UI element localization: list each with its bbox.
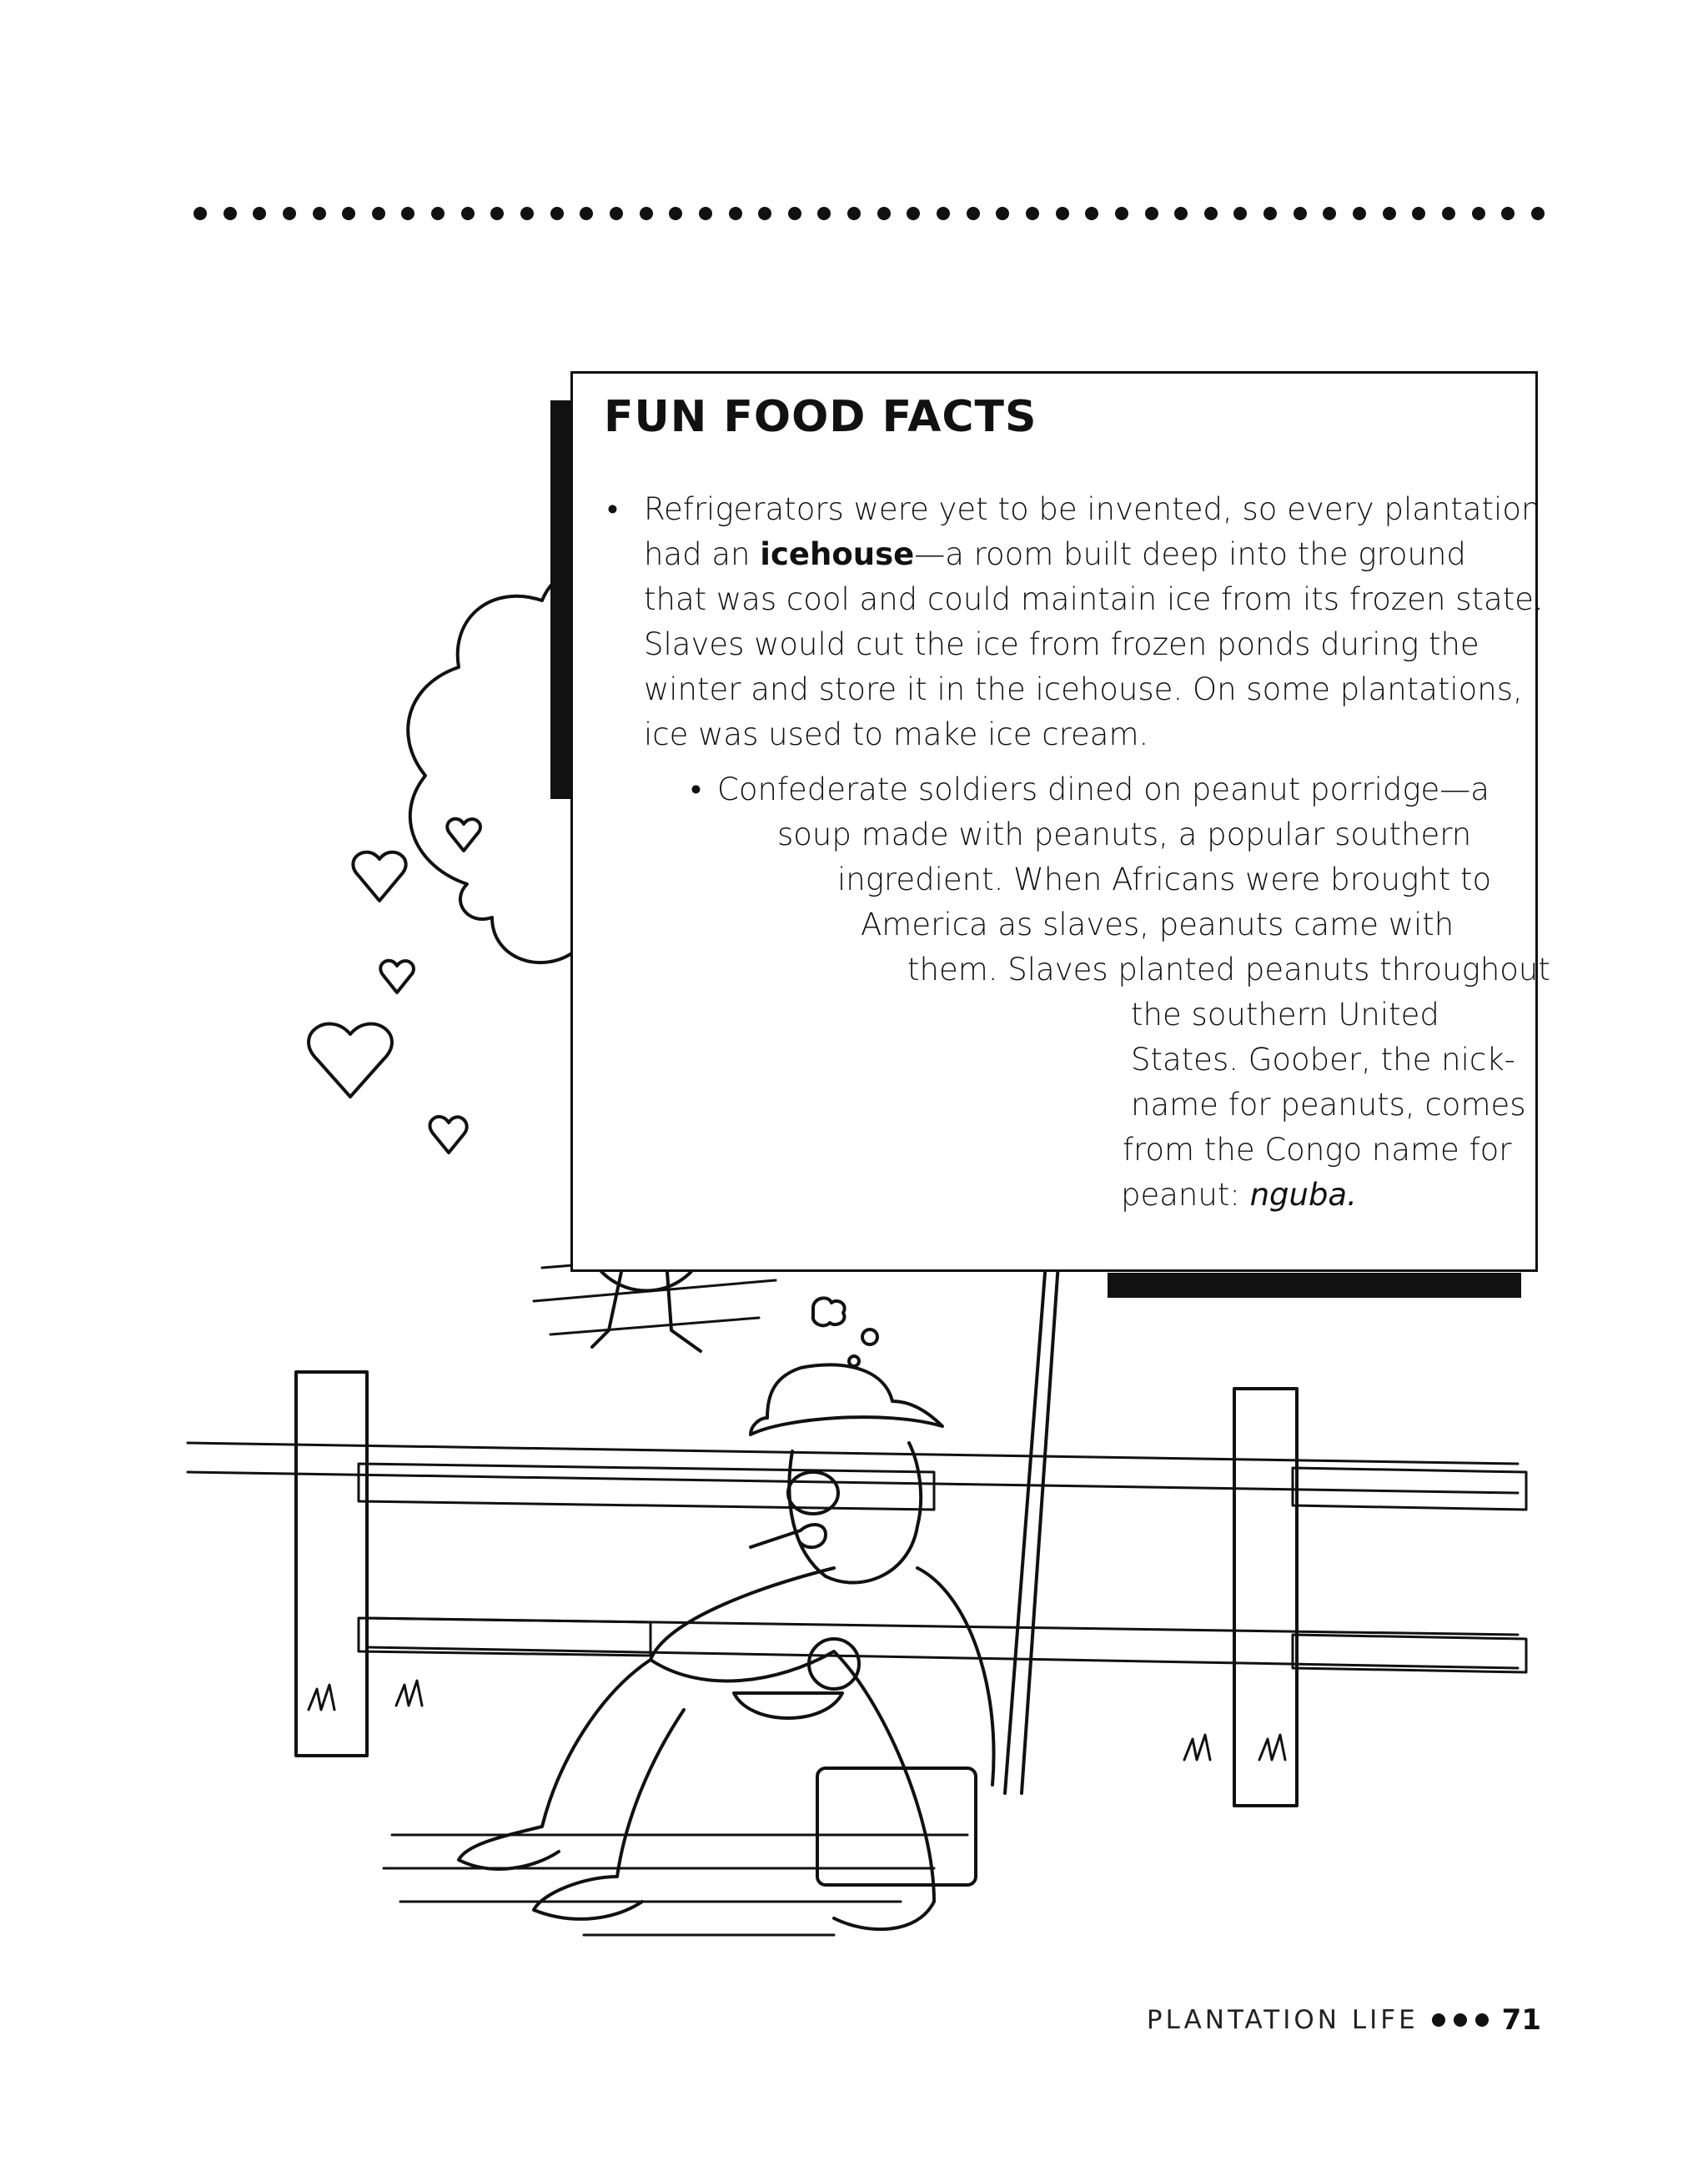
thought-puff-small bbox=[849, 1356, 859, 1366]
fact-2-line-9: from the Congo name for bbox=[1123, 1132, 1512, 1168]
fact-2-line-7: States. Goober, the nick- bbox=[1131, 1042, 1516, 1078]
fact-1-line-6: ice was used to make ice cream. bbox=[644, 716, 1149, 752]
fact-1-line-4: Slaves would cut the ice from frozen ponds during the bbox=[644, 626, 1479, 662]
fact-2-line-1: Confederate soldiers dined on peanut porridge—a bbox=[717, 771, 1489, 807]
soldier-hat bbox=[751, 1364, 942, 1435]
nguba-term: nguba. bbox=[1249, 1177, 1357, 1213]
heart bbox=[430, 1117, 466, 1153]
page-footer bbox=[1147, 2003, 1541, 2037]
fact-2-line-5: them. Slaves planted peanuts throughout bbox=[907, 952, 1550, 988]
peanut-lady-legs bbox=[592, 1272, 701, 1351]
heart bbox=[309, 1024, 392, 1097]
fact-1-line-2: had an icehouse—a room built deep into the ground bbox=[644, 536, 1466, 572]
fact-box-shadow-bottom bbox=[1108, 1273, 1521, 1298]
icehouse-term: icehouse bbox=[760, 536, 915, 572]
fact-1-line-1: Refrigerators were yet to be invented, so every plantation bbox=[644, 491, 1541, 527]
footer-dots bbox=[1432, 2013, 1489, 2027]
bullet: • bbox=[691, 771, 701, 807]
fact-2-line-6: the southern United bbox=[1131, 997, 1439, 1033]
fact-box-title: FUN FOOD FACTS bbox=[604, 392, 1037, 442]
fact-2-line-8: name for peanuts, comes bbox=[1131, 1087, 1526, 1123]
soldier-badge bbox=[809, 1639, 859, 1689]
heart bbox=[353, 852, 405, 901]
fact-2-line-4: America as slaves, peanuts came with bbox=[861, 907, 1454, 942]
spoon bbox=[751, 1525, 826, 1547]
fact-1-line-5: winter and store it in the icehouse. On some plantations, bbox=[644, 671, 1523, 707]
fact-2-line-10: peanut: nguba. bbox=[1121, 1177, 1357, 1213]
thought-puff-medium bbox=[862, 1329, 877, 1344]
soldier-legs bbox=[459, 1660, 684, 1919]
fact-2-line-3: ingredient. When Africans were brought to bbox=[837, 862, 1492, 897]
heart bbox=[380, 961, 414, 993]
fence-board bbox=[359, 1464, 1526, 1672]
fact-1-line-3: that was cool and could maintain ice from its frozen state. bbox=[644, 581, 1544, 617]
section-label: PLANTATION LIFE bbox=[1146, 2005, 1419, 2035]
page-number: 71 bbox=[1501, 2003, 1541, 2037]
fact-2-line-2: soup made with peanuts, a popular southern bbox=[777, 817, 1472, 852]
heart bbox=[447, 819, 480, 851]
thought-puff-large bbox=[813, 1298, 845, 1325]
bullet: • bbox=[607, 491, 618, 527]
soldier-bowl bbox=[734, 1693, 842, 1718]
